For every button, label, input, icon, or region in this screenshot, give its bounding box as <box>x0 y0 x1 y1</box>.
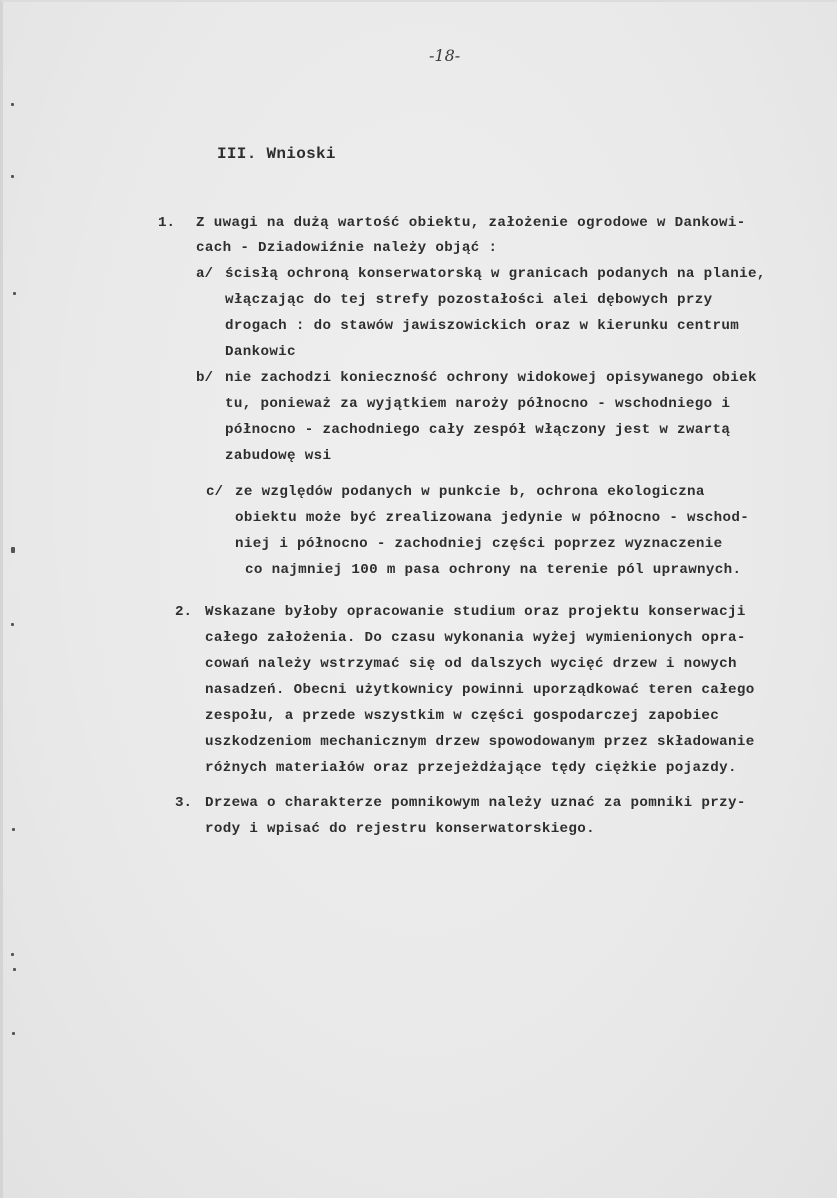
text-line: cach - Dziadowiźnie należy objąć : <box>196 240 498 256</box>
margin-speck <box>11 175 14 178</box>
text-line: Wskazane byłoby opracowanie studium oraz projektu konserwacji <box>205 604 746 620</box>
margin-speck <box>12 1032 15 1035</box>
margin-speck <box>11 547 15 553</box>
text-line: północno - zachodniego cały zespół włączony jest w zwartą <box>225 422 731 438</box>
item-number: 1. <box>158 215 176 231</box>
subitem-marker: c/ <box>206 484 224 500</box>
text-line: nasadzeń. Obecni użytkownicy powinni uporządkować teren całego <box>205 682 755 698</box>
text-line: ze względów podanych w punkcie b, ochrona ekologiczna <box>235 484 705 500</box>
text-line: obiektu może być zrealizowana jedynie w północno - wschod- <box>235 510 750 526</box>
margin-speck <box>13 968 16 971</box>
item-number: 2. <box>175 604 193 620</box>
subitem-marker: b/ <box>196 370 214 386</box>
text-line: różnych materiałów oraz przejeżdżające tędy ciężkie pojazdy. <box>205 760 737 776</box>
text-line: cowań należy wstrzymać się od dalszych wycięć drzew i nowych <box>205 656 737 672</box>
text-line: drogach : do stawów jawiszowickich oraz w kierunku centrum <box>225 318 740 334</box>
item-number: 3. <box>175 795 193 811</box>
section-title: III. Wnioski <box>217 145 336 163</box>
page-number: -18- <box>429 46 461 65</box>
text-line: nie zachodzi konieczność ochrony widokowej opisywanego obiek <box>225 370 757 386</box>
text-line: całego założenia. Do czasu wykonania wyżej wymienionych opra- <box>205 630 746 646</box>
margin-speck <box>11 623 14 626</box>
text-line: uszkodzeniom mechanicznym drzew spowodowanym przez składowanie <box>205 734 755 750</box>
margin-speck <box>11 103 14 106</box>
text-line: włączając do tej strefy pozostałości alei dębowych przy <box>225 292 713 308</box>
text-line: Z uwagi na dużą wartość obiektu, założenie ogrodowe w Dankowi- <box>196 215 746 231</box>
text-line: rody i wpisać do rejestru konserwatorskiego. <box>205 821 596 837</box>
text-line: Dankowic <box>225 344 296 360</box>
text-line: ścisłą ochroną konserwatorską w granicach podanych na planie, <box>225 266 766 282</box>
margin-speck <box>13 292 16 295</box>
text-line: zabudowę wsi <box>225 448 332 464</box>
text-line: co najmniej 100 m pasa ochrony na terenie pól uprawnych. <box>245 562 742 578</box>
text-line: niej i północno - zachodniej części poprzez wyznaczenie <box>235 536 723 552</box>
subitem-marker: a/ <box>196 266 214 282</box>
text-line: zespołu, a przede wszystkim w części gospodarczej zapobiec <box>205 708 720 724</box>
text-line: tu, ponieważ za wyjątkiem naroży północno - wschodniego i <box>225 396 731 412</box>
margin-speck <box>11 953 14 956</box>
text-line: Drzewa o charakterze pomnikowym należy uznać za pomniki przy- <box>205 795 746 811</box>
margin-speck <box>12 828 15 831</box>
